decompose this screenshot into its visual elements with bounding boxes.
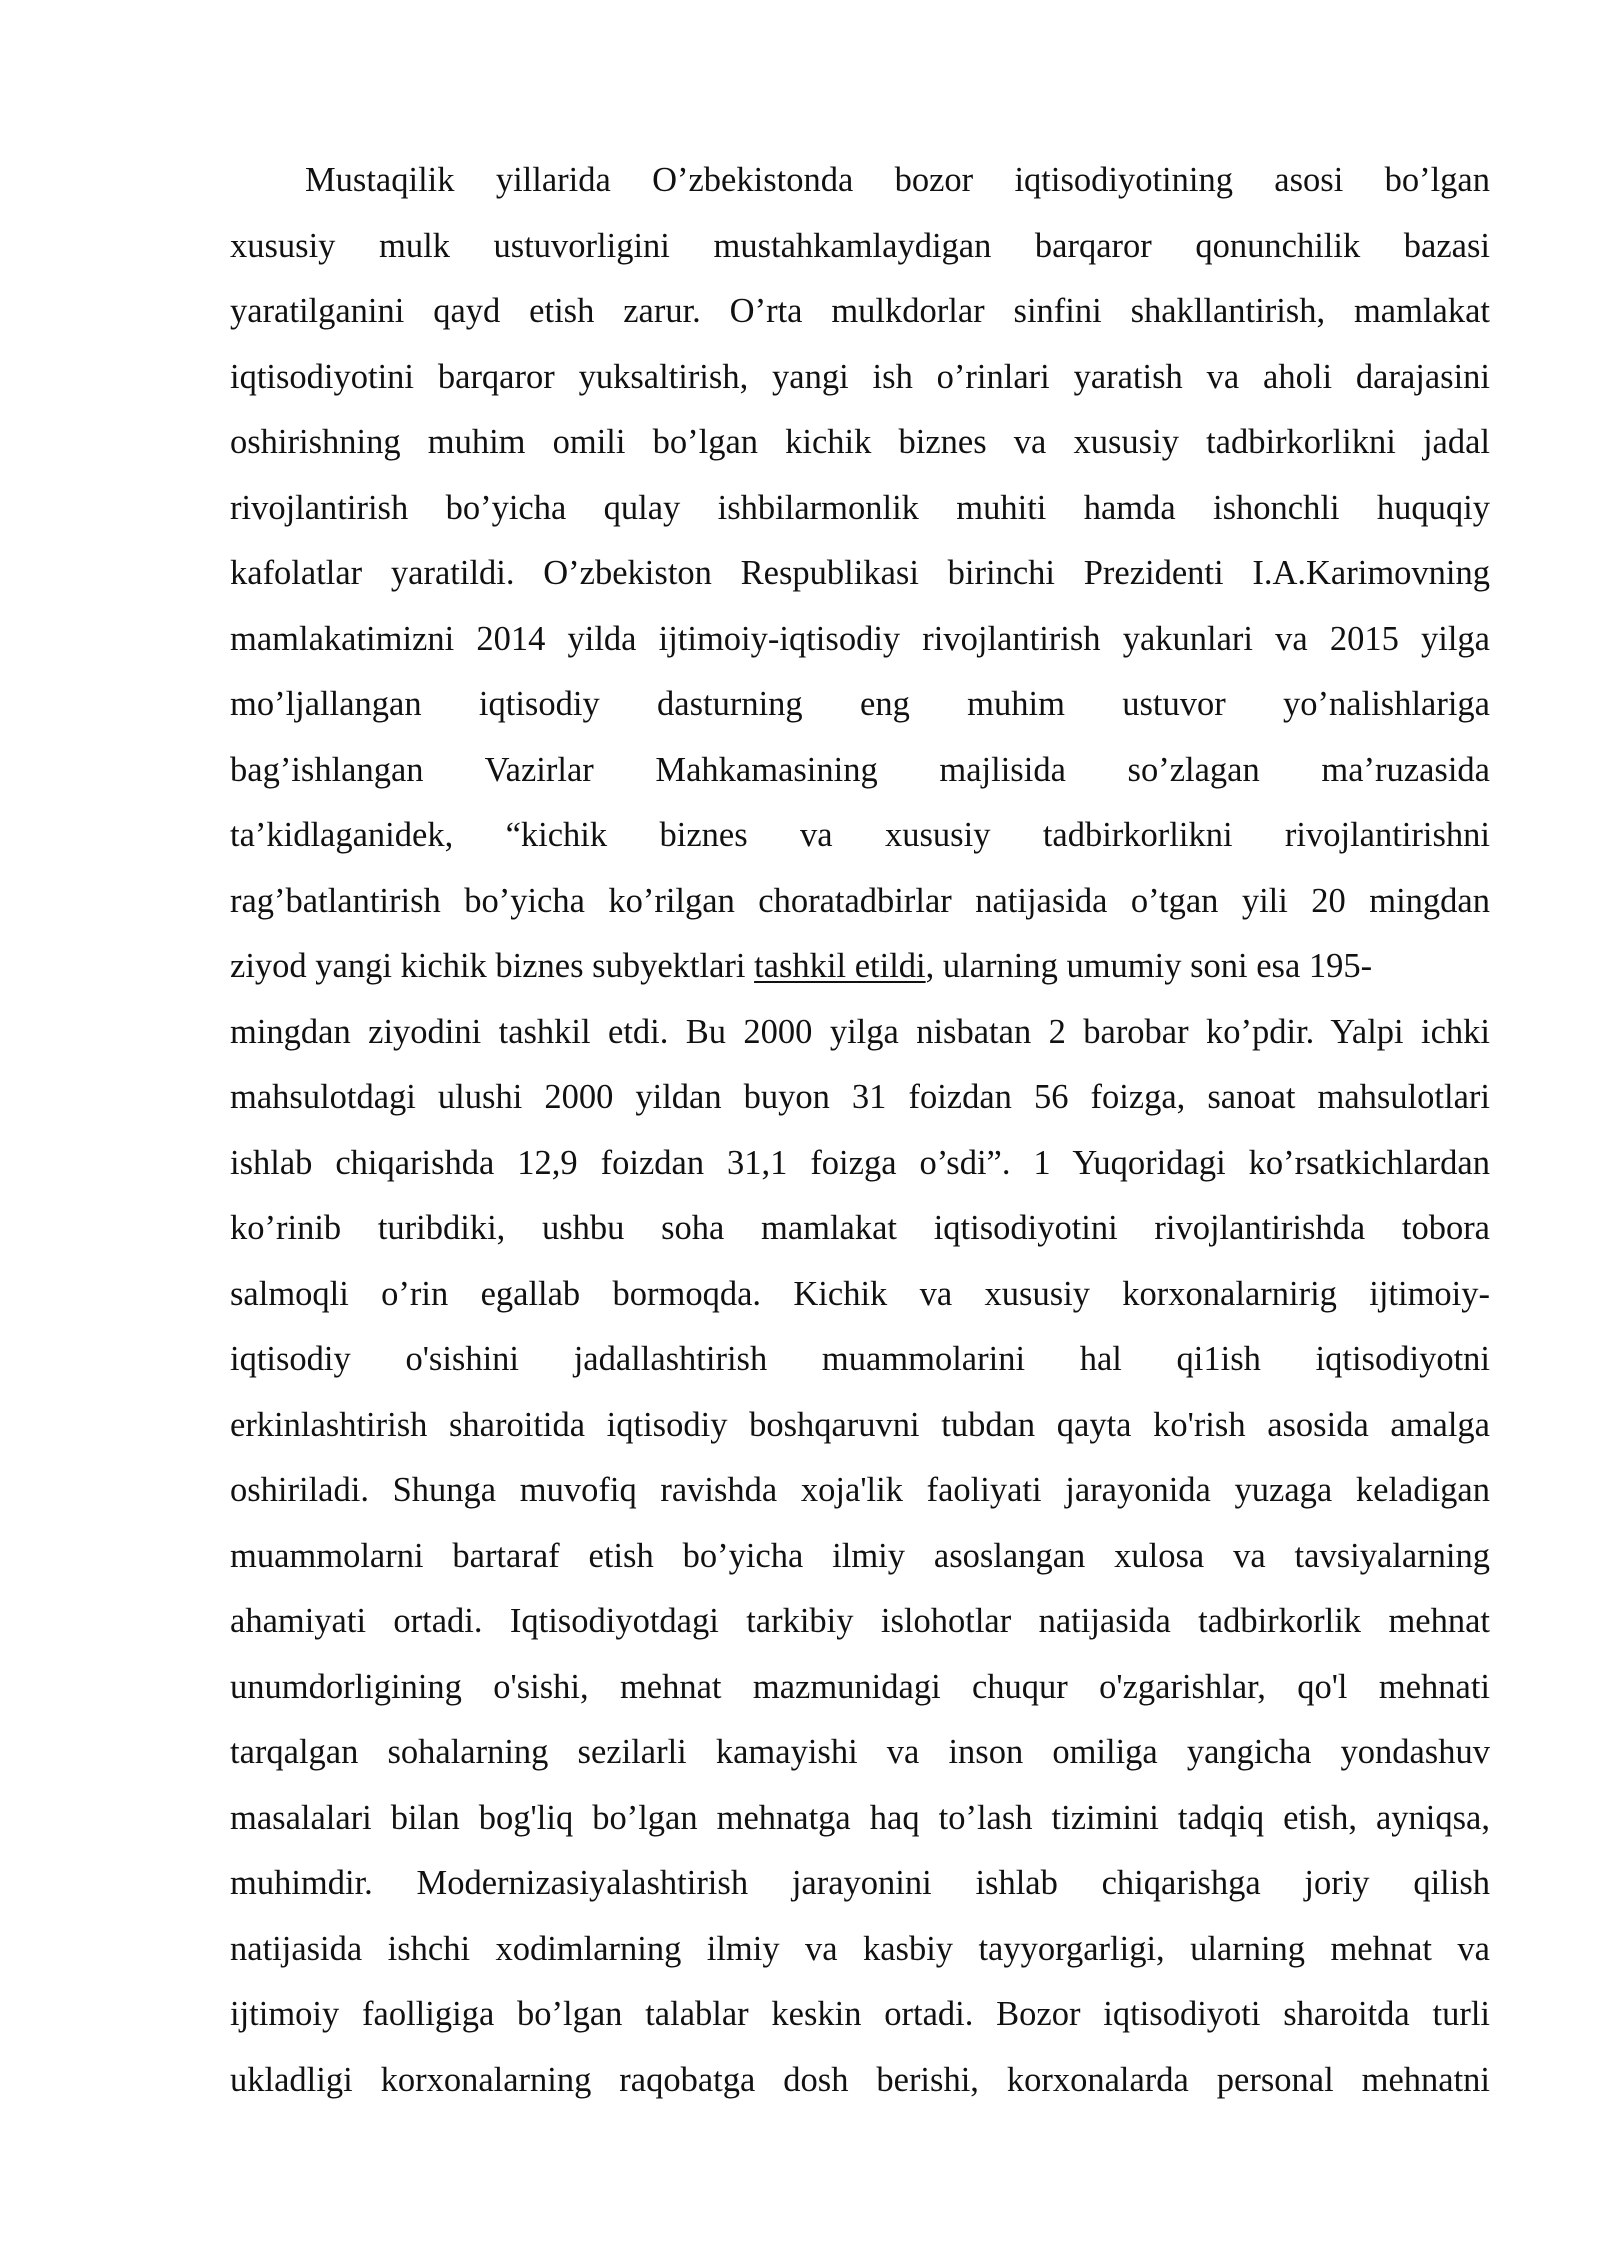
paragraph-line [230, 934, 1490, 1000]
paragraph-line: muhimdir. Modernizasiyalashtirish jarayonini ishlab chiqarishga joriy qilish [230, 1864, 1490, 1902]
paragraph-line: tarqalgan sohalarning sezilarli kamayishi va inson omiliga yangicha yondashuv [230, 1733, 1490, 1771]
paragraph-line: unumdorligining o'sishi, mehnat mazmunidagi chuqur o'zgarishlar, qo'l mehnati [230, 1667, 1490, 1706]
paragraph-line: ta’kidlaganidek, “kichik biznes va xususiy tadbirkorlikni rivojlantirishni [230, 816, 1490, 854]
paragraph-line: natijasida ishchi xodimlarning ilmiy va kasbiy tayyorgarligi, ularning mehnat va [230, 1929, 1490, 1968]
paragraph-line: ukladligi korxonalarning raqobatga dosh berishi, korxonalarda personal mehnatni [230, 2060, 1490, 2099]
underlined-phrase: tashkil etildi [754, 947, 926, 985]
paragraph-line: yaratilganini qayd etish zarur. O’rta mulkdorlar sinfini shakllantirish, mamlakat [230, 292, 1490, 330]
paragraph-line: mahsulotdagi ulushi 2000 yildan buyon 31 foizdan 56 foizga, sanoat mahsulotlari [230, 1078, 1490, 1116]
paragraph-line: rag’batlantirish bo’yicha ko’rilgan choratadbirlar natijasida o’tgan yili 20 mingdan [230, 881, 1490, 920]
paragraph-line: iqtisodiy o'sishini jadallashtirish muammolarini hal qi1ish iqtisodiyotni [230, 1340, 1490, 1378]
paragraph-line: oshirishning muhim omili bo’lgan kichik biznes va xususiy tadbirkorlikni jadal [230, 423, 1490, 461]
paragraph-line: Mustaqilik yillarida O’zbekistonda bozor iqtisodiyotining asosi bo’lgan [305, 161, 1490, 199]
paragraph-line: ishlab chiqarishda 12,9 foizdan 31,1 foizga o’sdi”. 1 Yuqoridagi ko’rsatkichlardan [230, 1143, 1490, 1182]
paragraph-line: iqtisodiyotini barqaror yuksaltirish, yangi ish o’rinlari yaratish va aholi darajasini [230, 357, 1490, 396]
paragraph-line: muammolarni bartaraf etish bo’yicha ilmiy asoslangan xulosa va tavsiyalarning [230, 1536, 1490, 1575]
paragraph-line: mingdan ziyodini tashkil etdi. Bu 2000 yilga nisbatan 2 barobar ko’pdir. Yalpi ichki [230, 1012, 1490, 1051]
paragraph-line: ko’rinib turibdiki, ushbu soha mamlakat iqtisodiyotini rivojlantirishda tobora [230, 1209, 1490, 1247]
paragraph-line: ahamiyati ortadi. Iqtisodiyotdagi tarkibiy islohotlar natijasida tadbirkorlik mehnat [230, 1602, 1490, 1640]
paragraph-line: oshiriladi. Shunga muvofiq ravishda xoja'lik faoliyati jarayonida yuzaga keladigan [230, 1471, 1490, 1509]
paragraph-line: mo’ljallangan iqtisodiy dasturning eng muhim ustuvor yo’nalishlariga [230, 685, 1490, 723]
paragraph-line: xususiy mulk ustuvorligini mustahkamlaydigan barqaror qonunchilik bazasi [230, 226, 1490, 265]
body-paragraph [230, 148, 1490, 2113]
paragraph-line: ijtimoiy faolligiga bo’lgan talablar keskin ortadi. Bozor iqtisodiyoti sharoitda turli [230, 1995, 1490, 2033]
paragraph-line: bag’ishlangan Vazirlar Mahkamasining majlisida so’zlagan ma’ruzasida [230, 750, 1490, 789]
paragraph-line: kafolatlar yaratildi. O’zbekiston Respublikasi birinchi Prezidenti I.A.Karimovning [230, 554, 1490, 592]
paragraph-line: masalalari bilan bog'liq bo’lgan mehnatga haq to’lash tizimini tadqiq etish, ayniqsa, [230, 1798, 1490, 1837]
line-text: ziyod yangi kichik biznes subyektlari [230, 947, 755, 985]
paragraph-line: erkinlashtirish sharoitida iqtisodiy boshqaruvni tubdan qayta ko'rish asosida amalga [230, 1405, 1490, 1444]
paragraph-line: rivojlantirish bo’yicha qulay ishbilarmonlik muhiti hamda ishonchli huquqiy [230, 488, 1490, 527]
paragraph-line: salmoqli o’rin egallab bormoqda. Kichik va xususiy korxonalarnirig ijtimoiy- [230, 1274, 1490, 1313]
line-text: , ularning umumiy soni esa 195- [925, 947, 1373, 985]
paragraph-line: mamlakatimizni 2014 yilda ijtimoiy-iqtisodiy rivojlantirish yakunlari va 2015 yilga [230, 619, 1490, 658]
